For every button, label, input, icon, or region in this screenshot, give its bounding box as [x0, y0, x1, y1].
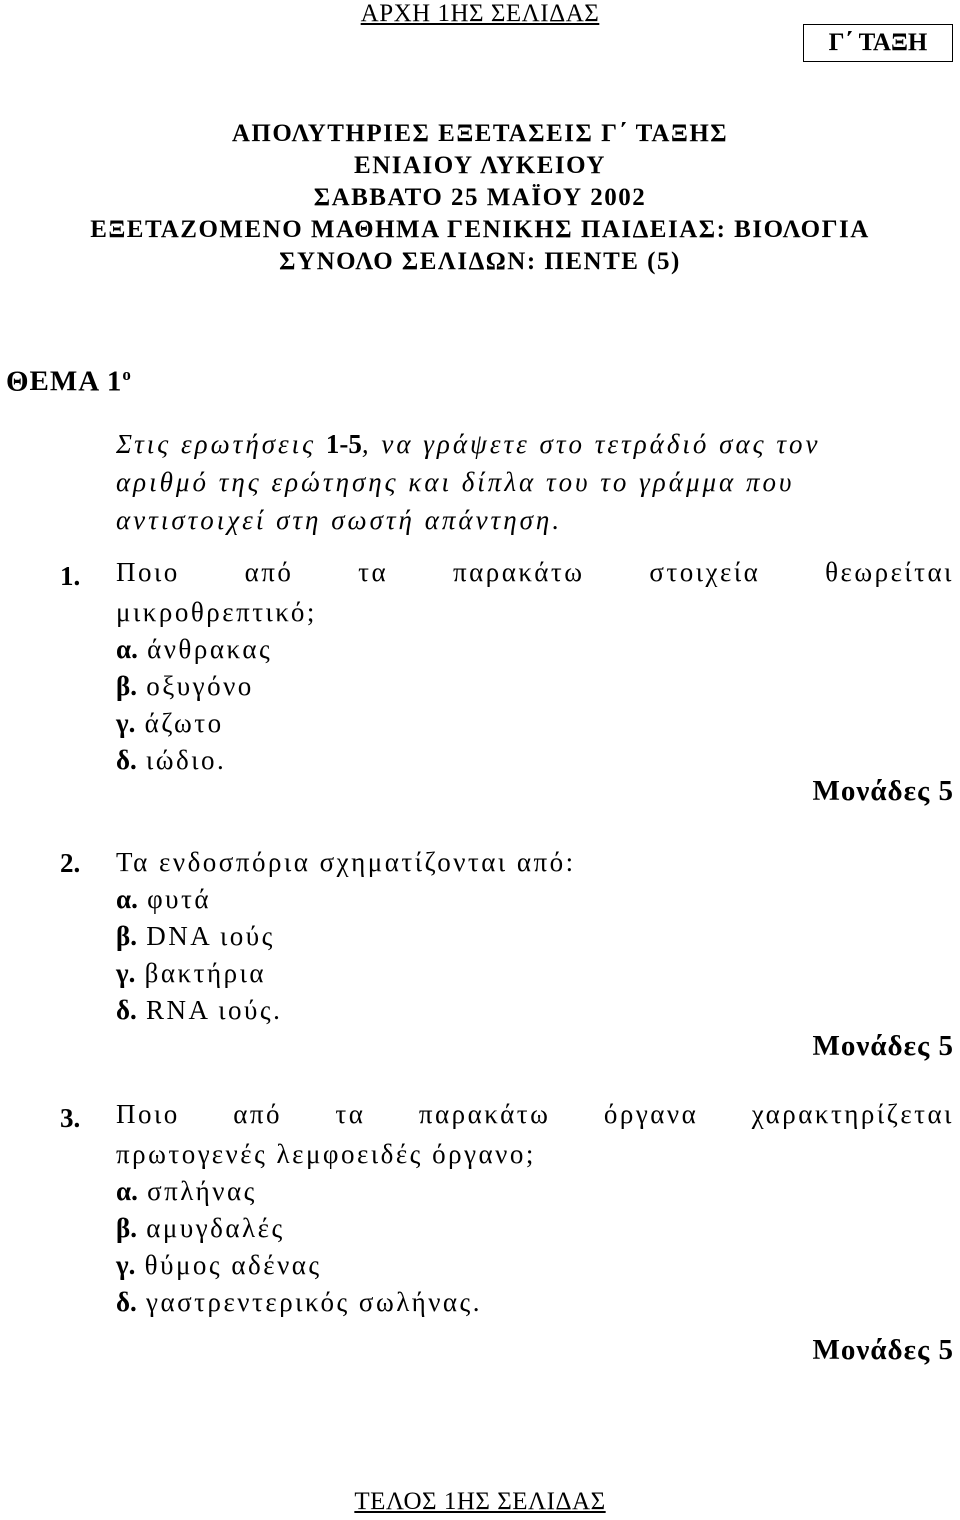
theme-heading	[6, 365, 132, 399]
question-3-option-a: α. σπλήνας	[116, 1176, 257, 1206]
question-2-text-line-1: Τα ενδοσπόρια σχηματίζονται από:	[116, 847, 576, 877]
question-3-body	[116, 1136, 536, 1321]
question-1-option-c: γ. άζωτο	[116, 708, 224, 738]
question-1-body	[116, 594, 317, 779]
question-3-number: 3.	[60, 1103, 81, 1133]
question-2-score: Μονάδες 5	[812, 1030, 954, 1062]
question-1-score: Μονάδες 5	[812, 775, 954, 807]
question-2-option-b: β. DNA ιούς	[116, 921, 275, 951]
title-line-5: ΣΥΝΟΛΟ ΣΕΛΙΔΩΝ: ΠΕΝΤΕ (5)	[279, 248, 681, 275]
question-3-option-b: β. αμυγδαλές	[116, 1213, 285, 1243]
instructions-line-3: αντιστοιχεί στη σωστή απάντηση.	[116, 505, 563, 535]
question-2-number: 2.	[60, 848, 81, 878]
question-2-option-a: α. φυτά	[116, 884, 212, 914]
title-block	[0, 118, 960, 278]
question-2-option-c: γ. βακτήρια	[116, 958, 266, 988]
question-3-text-line-2: πρωτογενές λεμφοειδές όργανο;	[116, 1139, 536, 1169]
title-line-2: ΕΝΙΑΙΟΥ ΛΥΚΕΙΟΥ	[354, 152, 606, 179]
question-3-text-line-1: Ποιο από τα παρακάτω όργανα χαρακτηρίζεται	[116, 1099, 954, 1129]
question-3-option-d: δ. γαστρεντερικός σωλήνας.	[116, 1287, 482, 1317]
title-line-1: ΑΠΟΛΥΤΗΡΙΕΣ ΕΞΕΤΑΣΕΙΣ Γ΄ ΤΑΞΗΣ	[231, 120, 729, 147]
question-3-option-c: γ. θύμος αδένας	[116, 1250, 322, 1280]
question-1-text-line-1: Ποιο από τα παρακάτω στοιχεία θεωρείται	[116, 557, 954, 587]
page-end-label: ΤΕΛΟΣ 1ΗΣ ΣΕΛΙΔΑΣ	[354, 1488, 606, 1515]
title-line-3: ΣΑΒΒΑΤΟ 25 ΜΑΪΟΥ 2002	[313, 184, 647, 211]
class-box: Γ΄ ΤΑΞΗ	[803, 24, 953, 62]
question-1-option-a: α. άνθρακας	[116, 634, 273, 664]
theme-heading-text: ΘΕΜΑ 1	[6, 365, 123, 398]
page-top-label: ΑΡΧΗ 1ΗΣ ΣΕΛΙΔΑΣ	[360, 0, 600, 27]
instructions-line-1: Στις ερωτήσεις 1-5, να γράψετε στο τετράδιό σας τον	[116, 429, 821, 459]
question-1-number: 1.	[60, 561, 81, 591]
question-2-option-d: δ. RNA ιούς.	[116, 995, 283, 1025]
instructions-line-2: αριθμό της ερώτησης και δίπλα του το γράμμα που	[116, 467, 795, 497]
theme-heading-sup: ο	[122, 365, 132, 384]
question-1-option-d: δ. ιώδιο.	[116, 745, 227, 775]
instructions	[116, 425, 820, 539]
title-line-4: ΕΞΕΤΑΖΟΜΕΝΟ ΜΑΘΗΜΑ ΓΕΝΙΚΗΣ ΠΑΙΔΕΙΑΣ: ΒΙΟΛΟΓΙΑ	[90, 216, 870, 243]
question-1-text-line-2: μικροθρεπτικό;	[116, 597, 317, 627]
question-1-option-b: β. οξυγόνο	[116, 671, 254, 701]
question-2-body	[116, 844, 576, 1029]
question-3-score: Μονάδες 5	[812, 1334, 954, 1366]
